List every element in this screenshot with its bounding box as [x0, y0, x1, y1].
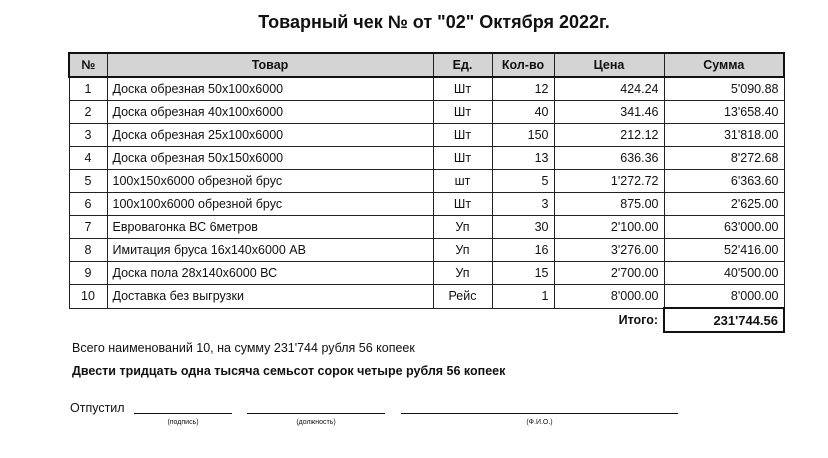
- table-row: [69, 77, 784, 101]
- total-label: Итого:: [618, 313, 658, 328]
- table-row: [69, 216, 784, 239]
- row-num: 6: [69, 193, 107, 216]
- row-price: 212.12: [554, 124, 664, 147]
- row-unit: Шт: [433, 147, 492, 170]
- row-unit: Уп: [433, 262, 492, 285]
- header-qty: Кол-во: [492, 53, 554, 77]
- table-row: [69, 239, 784, 262]
- full-name-line: [401, 413, 678, 414]
- summary-line: Всего наименований 10, на сумму 231'744 рубля 56 копеек: [72, 341, 415, 355]
- row-unit: шт: [433, 170, 492, 193]
- row-num: 3: [69, 124, 107, 147]
- row-price: 875.00: [554, 193, 664, 216]
- amount-in-words: Двести тридцать одна тысяча семьсот сорок четыре рубля 56 копеек: [72, 364, 506, 378]
- row-sum: 6'363.60: [664, 170, 784, 193]
- row-num: 4: [69, 147, 107, 170]
- row-qty: 150: [492, 124, 554, 147]
- row-sum: 8'000.00: [664, 285, 784, 309]
- row-price: 636.36: [554, 147, 664, 170]
- row-product: Доставка без выгрузки: [107, 285, 433, 309]
- row-product: Доска обрезная 25х100х6000: [107, 124, 433, 147]
- row-product: Доска обрезная 50х100х6000: [107, 77, 433, 101]
- row-price: 2'700.00: [554, 262, 664, 285]
- row-product: Евровагонка ВС 6метров: [107, 216, 433, 239]
- row-product: 100х150х6000 обрезной брус: [107, 170, 433, 193]
- row-qty: 16: [492, 239, 554, 262]
- header-unit: Ед.: [433, 53, 492, 77]
- row-unit: Шт: [433, 124, 492, 147]
- row-price: 8'000.00: [554, 285, 664, 309]
- row-price: 3'276.00: [554, 239, 664, 262]
- row-num: 2: [69, 101, 107, 124]
- row-sum: 63'000.00: [664, 216, 784, 239]
- row-num: 7: [69, 216, 107, 239]
- row-qty: 12: [492, 77, 554, 101]
- row-num: 8: [69, 239, 107, 262]
- header-price: Цена: [554, 53, 664, 77]
- row-qty: 3: [492, 193, 554, 216]
- full-name-caption: (Ф.И.О.): [526, 419, 553, 426]
- row-price: 341.46: [554, 101, 664, 124]
- row-num: 9: [69, 262, 107, 285]
- items-table: [68, 52, 785, 333]
- row-qty: 1: [492, 285, 554, 309]
- row-unit: Рейс: [433, 285, 492, 309]
- row-product: Имитация бруса 16х140х6000 АВ: [107, 239, 433, 262]
- receipt-title: Товарный чек № от "02" Октября 2022г.: [258, 12, 610, 32]
- total-row: [69, 308, 784, 332]
- row-sum: 40'500.00: [664, 262, 784, 285]
- row-unit: Шт: [433, 101, 492, 124]
- row-price: 2'100.00: [554, 216, 664, 239]
- row-product: Доска пола 28х140х6000 ВС: [107, 262, 433, 285]
- table-row: [69, 101, 784, 124]
- row-sum: 31'818.00: [664, 124, 784, 147]
- table-row: [69, 285, 784, 309]
- table-row: [69, 193, 784, 216]
- row-sum: 52'416.00: [664, 239, 784, 262]
- row-unit: Уп: [433, 216, 492, 239]
- row-sum: 5'090.88: [664, 77, 784, 101]
- row-qty: 30: [492, 216, 554, 239]
- row-sum: 13'658.40: [664, 101, 784, 124]
- position-line: [247, 413, 385, 414]
- row-unit: Шт: [433, 77, 492, 101]
- row-unit: Шт: [433, 193, 492, 216]
- row-qty: 15: [492, 262, 554, 285]
- table-row: [69, 147, 784, 170]
- released-by-label: Отпустил: [70, 401, 125, 415]
- row-sum: 2'625.00: [664, 193, 784, 216]
- header-num: №: [69, 53, 107, 77]
- table-header-row: [69, 53, 784, 77]
- signature-line: [134, 413, 232, 414]
- row-qty: 5: [492, 170, 554, 193]
- table-row: [69, 262, 784, 285]
- row-num: 1: [69, 77, 107, 101]
- signature-caption: (подпись): [167, 419, 199, 426]
- row-num: 10: [69, 285, 107, 309]
- row-qty: 13: [492, 147, 554, 170]
- position-caption: (должность): [296, 419, 336, 426]
- row-unit: Уп: [433, 239, 492, 262]
- header-product: Товар: [107, 53, 433, 77]
- total-value: 231'744.56: [664, 308, 784, 332]
- row-product: Доска обрезная 40х100х6000: [107, 101, 433, 124]
- row-product: 100х100х6000 обрезной брус: [107, 193, 433, 216]
- row-num: 5: [69, 170, 107, 193]
- row-price: 424.24: [554, 77, 664, 101]
- row-qty: 40: [492, 101, 554, 124]
- table-row: [69, 170, 784, 193]
- row-product: Доска обрезная 50х150х6000: [107, 147, 433, 170]
- header-sum: Сумма: [664, 53, 784, 77]
- row-price: 1'272.72: [554, 170, 664, 193]
- row-sum: 8'272.68: [664, 147, 784, 170]
- table-row: [69, 124, 784, 147]
